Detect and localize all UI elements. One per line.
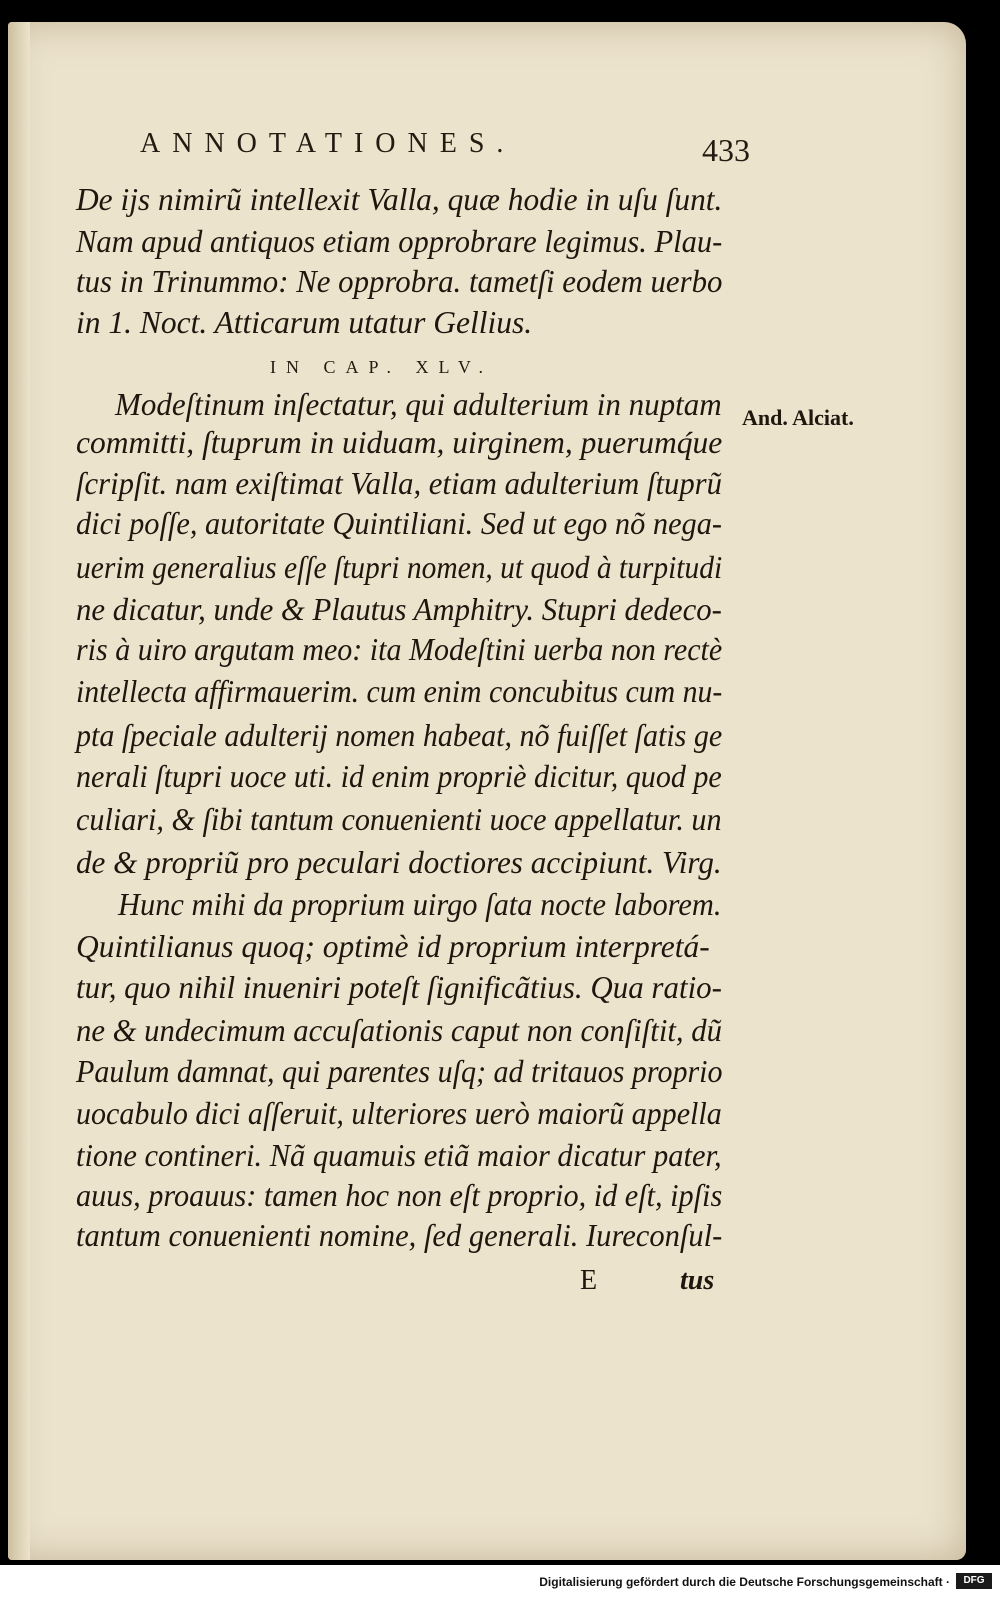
footer-credit: Digitalisierung gefördert durch die Deutsche Forschungsgemeinschaft · bbox=[539, 1575, 950, 1589]
text-line: Nam apud antiquos etiam opprobrare legimus. Plau- bbox=[76, 224, 723, 259]
text-line: tur, quo nihil inueniri poteſt ſignificãtius. Qua ratio- bbox=[76, 970, 722, 1005]
text-line: Modeſtinum inſectatur, qui adulterium in nuptam bbox=[115, 387, 722, 422]
text-line: committi, ſtuprum in uiduam, uirginem, puerumq́ue bbox=[76, 425, 723, 460]
page-number: 433 bbox=[702, 132, 750, 168]
dfg-logo: DFG bbox=[956, 1573, 992, 1589]
text-line: nerali ſtupri uoce uti. id enim propriè dicitur, quod pe bbox=[76, 759, 722, 794]
text-line: pta ſpeciale adulterij nomen habeat, nõ fuiſſet ſatis ge bbox=[76, 718, 723, 753]
text-line: uocabulo dici aſſeruit, ulteriores uerò maiorũ appella bbox=[76, 1096, 722, 1131]
text-line: uerim generalius eſſe ſtupri nomen, ut quod à turpitudi bbox=[76, 550, 723, 585]
text-line: tus in Trinummo: Ne opprobra. tametſi eodem uerbo bbox=[76, 264, 723, 299]
text-line: tantum conuenienti nomine, ſed generali. Iureconſul- bbox=[76, 1218, 723, 1253]
text-line: Hunc mihi da proprium uirgo ſata nocte laborem. bbox=[118, 887, 722, 922]
text-line: ſcripſit. nam exiſtimat Valla, etiam adulterium ſtuprũ bbox=[76, 466, 722, 501]
signature-mark: E bbox=[580, 1265, 598, 1296]
text-line: ne dicatur, unde & Plautus Amphitry. Stupri dedeco- bbox=[76, 592, 722, 627]
text-line: Quintilianus quoq; optimè id proprium interpretá- bbox=[76, 929, 710, 964]
text-line: ris à uiro argutam meo: ita Modeſtini uerba non rectè bbox=[76, 632, 723, 667]
catchword: tus bbox=[680, 1265, 715, 1296]
text-line: culiari, & ſibi tantum conuenienti uoce appellatur. un bbox=[76, 802, 722, 837]
page-edge bbox=[8, 22, 30, 1560]
text-line: De ijs nimirũ intellexit Valla, quæ hodie in uſu ſunt. bbox=[76, 182, 723, 217]
running-head bbox=[140, 128, 750, 178]
footer-bar bbox=[0, 1565, 1000, 1599]
running-title: ANNOTATIONES. bbox=[140, 128, 516, 159]
text-line: auus, proauus: tamen hoc non eſt proprio, id eſt, ipſis bbox=[76, 1178, 723, 1213]
section-heading: IN CAP. XLV. bbox=[270, 357, 494, 377]
text-line: ne & undecimum accuſationis caput non conſiſtit, dũ bbox=[76, 1013, 722, 1048]
text-line: tione contineri. Nã quamuis etiã maior dicatur pater, bbox=[76, 1138, 722, 1173]
text-line: de & propriũ pro peculari doctiores accipiunt. Virg. bbox=[76, 845, 722, 880]
text-line: in 1. Noct. Atticarum utatur Gellius. bbox=[76, 305, 533, 340]
margin-note: And. Alciat. bbox=[742, 405, 854, 430]
text-line: intellecta affirmauerim. cum enim concubitus cum nu- bbox=[76, 674, 723, 709]
text-line: dici poſſe, autoritate Quintiliani. Sed ut ego nõ nega- bbox=[76, 506, 723, 541]
text-line: Paulum damnat, qui parentes uſq; ad tritauos proprio bbox=[76, 1054, 723, 1089]
